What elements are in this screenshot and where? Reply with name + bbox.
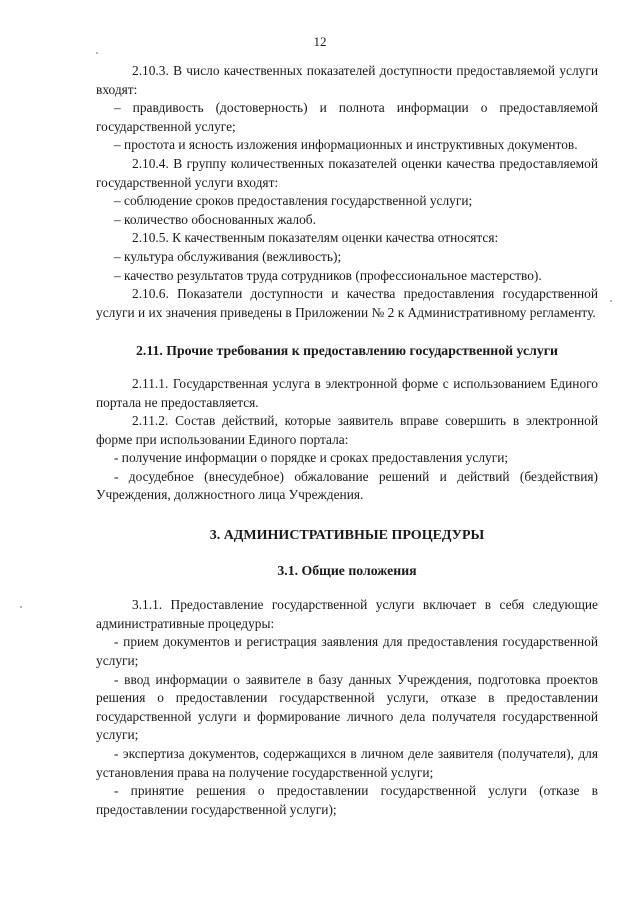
list-item: – соблюдение сроков предоставления государственной услуги; <box>114 193 473 209</box>
paragraph-3-1-1: 3.1.1. Предоставление государственной услуги включает в себя следующие административные процедуры: <box>96 597 598 631</box>
section-heading-3-1: 3.1. Общие положения <box>277 562 417 578</box>
paragraph-2-10-5: 2.10.5. К качественным показателям оценки качества относятся: <box>132 230 499 246</box>
scan-speck <box>96 52 98 54</box>
section-heading-2-11: 2.11. Прочие требования к предоставлению государственной услуги <box>135 343 558 359</box>
scan-speck <box>20 606 22 608</box>
paragraph-2-10-3: 2.10.3. В число качественных показателей доступности предоставляемой услуги входят: <box>96 63 598 97</box>
list-item: - ввод информации о заявителе в базу данных Учреждения, подготовка проектов решения о предоставлении государственной услуги, отказе в предоставлении государственной услуги и формирование личного дела получателя государственной услуги; <box>96 671 598 743</box>
list-item: – культура обслуживания (вежливость); <box>114 248 342 264</box>
scan-speck <box>610 300 612 302</box>
list-item: - досудебное (внесудебное) обжалование решений и действий (бездействия) Учреждения, должностного лица Учреждения. <box>96 468 598 503</box>
list-item: – количество обоснованных жалоб. <box>114 211 316 227</box>
paragraph-2-10-4: 2.10.4. В группу количественных показателей оценки качества предоставляемой государственной услуги входят: <box>96 155 598 190</box>
list-item: - прием документов и регистрация заявления для предоставления государственной услуги; <box>96 634 598 669</box>
list-item: - экспертиза документов, содержащихся в личном деле заявителя (получателя), для установления права на получение государственной услуги; <box>96 746 598 780</box>
list-item: – правдивость (достоверность) и полнота информации о предоставляемой государственной услуге; <box>96 100 598 134</box>
chapter-heading-3: 3. АДМИНИСТРАТИВНЫЕ ПРОЦЕДУРЫ <box>209 528 485 544</box>
paragraph-2-11-1: 2.11.1. Государственная услуга в электронной форме с использованием Единого портала не предоставляется. <box>96 375 598 410</box>
page-number: 12 <box>313 34 327 49</box>
paragraph-2-10-6: 2.10.6. Показатели доступности и качества предоставления государственной услуги и их значения приведены в Приложении № 2 к Административному регламенту. <box>96 286 598 320</box>
list-item: – простота и ясность изложения информационных и инструктивных документов. <box>114 137 578 153</box>
paragraph-2-11-2: 2.11.2. Состав действий, которые заявитель вправе совершить в электронной форме при использовании Единого портала: <box>96 413 598 447</box>
document-body <box>96 62 598 819</box>
list-item: – качество результатов труда сотрудников (профессиональное мастерство). <box>114 267 542 283</box>
list-item: - принятие решения о предоставлении государственной услуги (отказе в предоставлении государственной услуги); <box>96 783 598 817</box>
list-item: - получение информации о порядке и сроках предоставления услуги; <box>114 450 509 466</box>
